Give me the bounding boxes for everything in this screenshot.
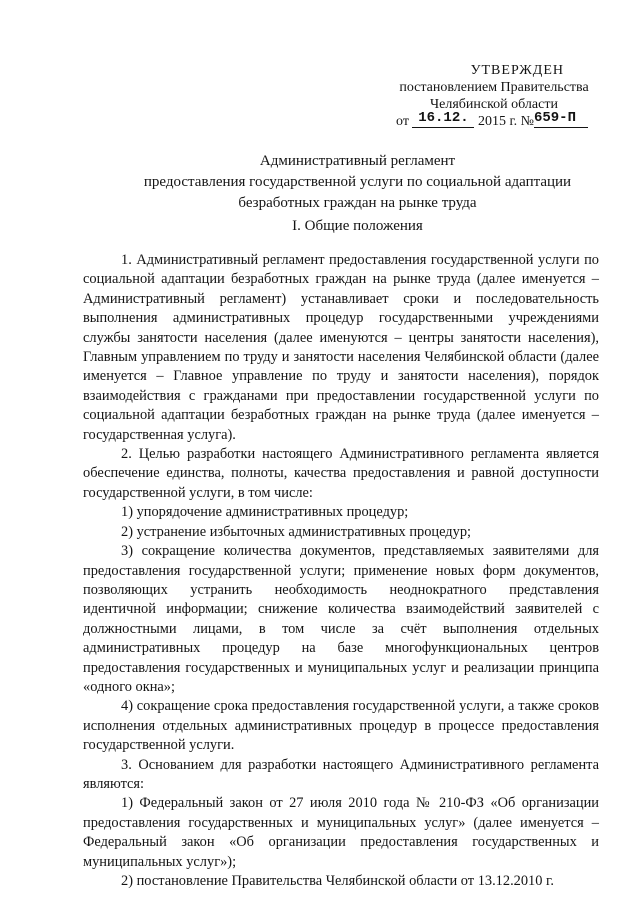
paragraph: 1) Федеральный закон от 27 июля 2010 года № 210-ФЗ «Об организации предоставления государственных и муниципальных услуг» (далее именуется – Федеральный закон «Об организации предоставления государственных и муниципальных услуг»); (83, 795, 599, 870)
approval-title: УТВЕРЖДЕН (470, 63, 564, 78)
paragraph: 4) сокращение срока предоставления государственной услуги, а также сроков исполнения отдельных административных процедур в процессе предоставления государственной услуги. (83, 698, 599, 754)
paragraph: 3) сокращение количества документов, представляемых заявителями для предоставления государственной услуги; применение новых форм документов, позволяющих устранить необходимость неоднократного представления идентичной информации; снижение количества взаимодействий заявителей с должностными лицами, в том числе за счёт выполнения отдельных административных процедур на базе многофункциональных центров предоставления государственных и муниципальных услуг и реализации принципа «одного окна»; (83, 543, 599, 695)
paragraph: 3. Основанием для разработки настоящего Административного регламента являются: (83, 756, 599, 792)
document-title (100, 151, 615, 214)
paragraph: 2) постановление Правительства Челябинской области от 13.12.2010 г. (121, 873, 554, 889)
approval-stamp (396, 62, 592, 132)
approval-date-year: 2015 г. № (477, 114, 534, 129)
document-body (83, 251, 599, 891)
paragraph: 2. Целью разработки настоящего Административного регламента является обеспечение единства, полноты, качества предоставления и равной доступности государственной услуги, в том числе: (83, 446, 599, 501)
approval-date-prefix: от (396, 114, 409, 129)
document-title-line-1: Административный регламент (259, 153, 456, 169)
approval-date-day: 16.12. (412, 110, 474, 128)
paragraph: 1) упорядочение административных процедур; (121, 504, 409, 521)
approval-number: 659-П (534, 110, 588, 128)
paragraph: 1. Административный регламент предоставления государственной услуги по социальной адаптации безработных граждан на рынке труда (далее именуется – Административный регламент) устанавливает сроки и последовательность выполнения административных процедур государственными учреждениями службы занятости населения (далее именуются – центры занятости населения), Главным управлением по труду и занятости населения Челябинской области (далее именуется – Главное управление по труду и занятости населения), порядок взаимодействия с гражданами при предоставлении государственной услуги по социальной адаптации безработных граждан на рынке труда (далее именуется – государственная услуга). (83, 252, 599, 443)
paragraph: 2) устранение избыточных административных процедур; (121, 523, 472, 540)
section-heading: I. Общие положения (292, 218, 423, 234)
document-title-line-2: предоставления государственной услуги по социальной адаптации (143, 174, 572, 190)
approval-line-2: Челябинской области (430, 97, 558, 112)
document-title-line-3: безработных граждан на рынке труда (238, 195, 477, 211)
approval-line-1: постановлением Правительства (399, 80, 589, 95)
approval-date-line (396, 110, 592, 132)
